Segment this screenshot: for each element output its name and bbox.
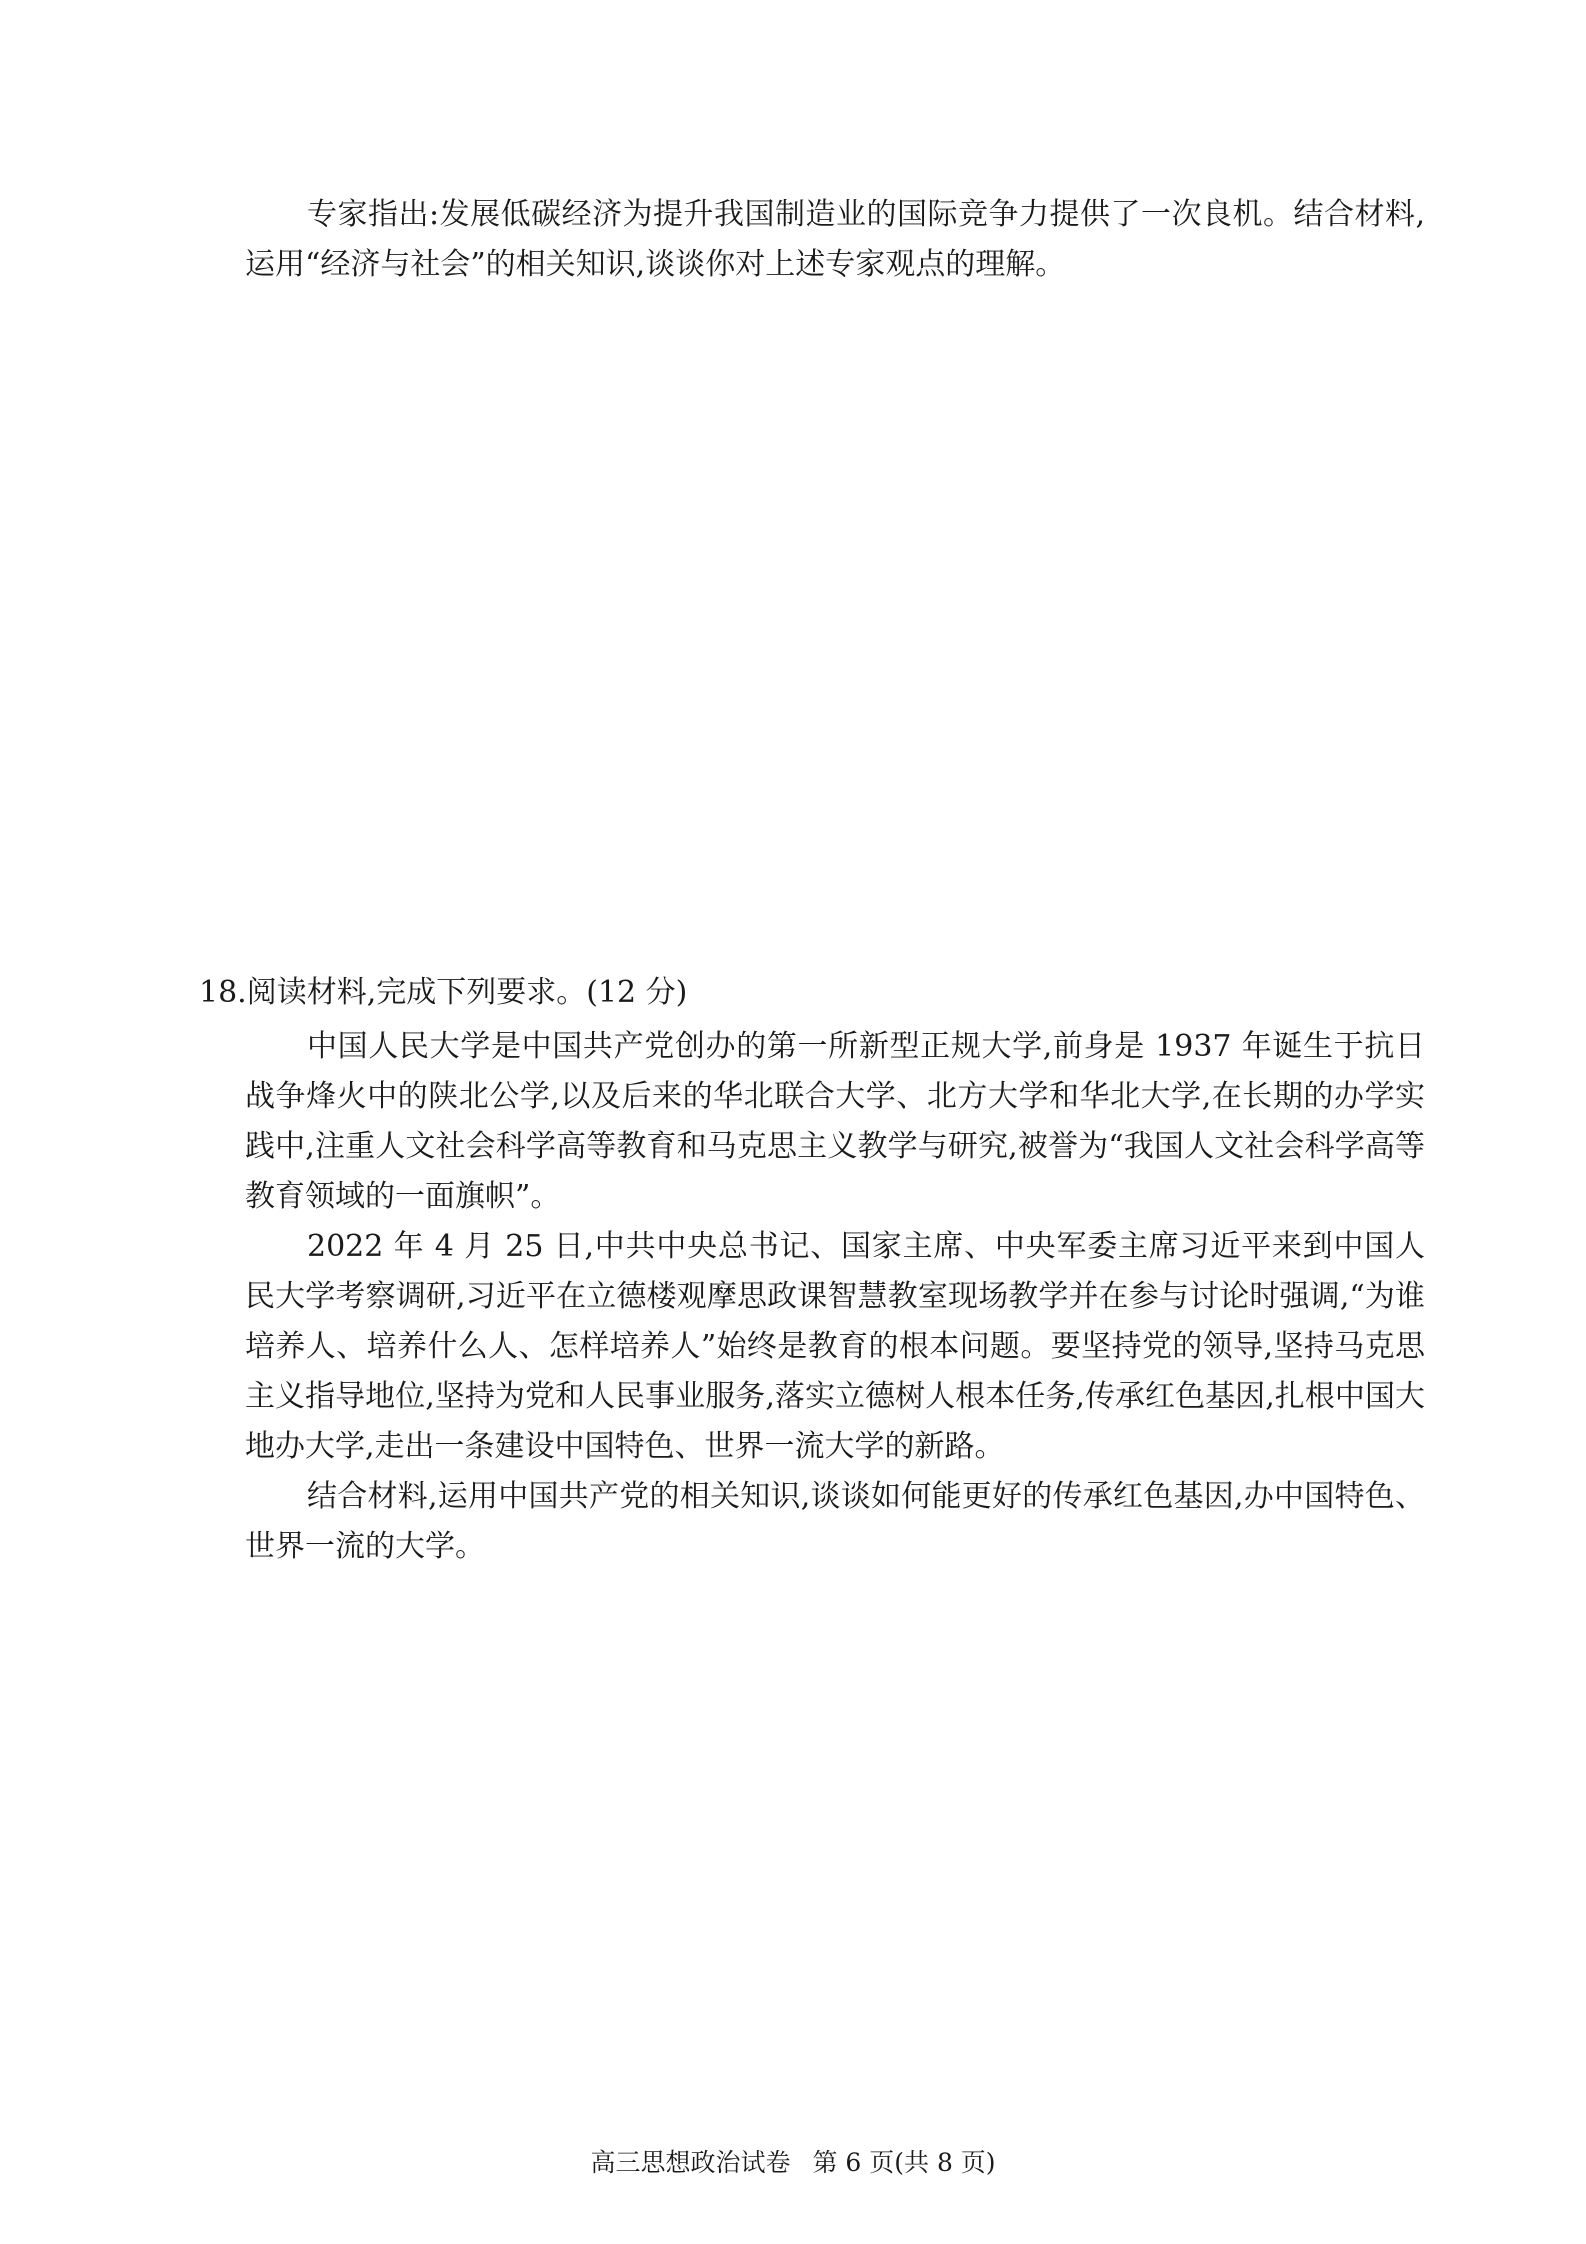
page-footer [0,2148,1586,2178]
question-18-header: 18.阅读材料,完成下列要求。(12 分) [199,975,688,1010]
question-17-prompt: 专家指出:发展低碳经济为提升我国制造业的国际竞争力提供了一次良机。结合材料,运用“经济与社会”的相关知识,谈谈你对上述专家观点的理解。 [245,197,1425,282]
footer-page-number: 第 6 页(共 8 页) [812,2148,996,2177]
question-18-paragraph-1: 中国人民大学是中国共产党创办的第一所新型正规大学,前身是 1937 年诞生于抗日战争烽火中的陕北公学,以及后来的华北联合大学、北方大学和华北大学,在长期的办学实践中,注重人文社会科学高等教育和马克思主义教学与研究,被誉为“我国人文社会科学高等教育领域的一面旗帜”。 [245,1029,1425,1214]
question-18-paragraph-2: 2022 年 4 月 25 日,中共中央总书记、国家主席、中央军委主席习近平来到中国人民大学考察调研,习近平在立德楼观摩思政课智慧教室现场教学并在参与讨论时强调,“为谁培养人、培养什么人、怎样培养人”始终是教育的根本问题。要坚持党的领导,坚持马克思主义指导地位,坚持为党和人民事业服务,落实立德树人根本任务,传承红色基因,扎根中国大地办大学,走出一条建设中国特色、世界一流大学的新路。 [245,1229,1425,1464]
question-18-prompt: 结合材料,运用中国共产党的相关知识,谈谈如何能更好的传承红色基因,办中国特色、世界一流的大学。 [245,1479,1425,1564]
question-18 [199,968,1425,1572]
question-17-continuation [245,190,1425,290]
footer-subject: 高三思想政治试卷 [590,2148,791,2177]
